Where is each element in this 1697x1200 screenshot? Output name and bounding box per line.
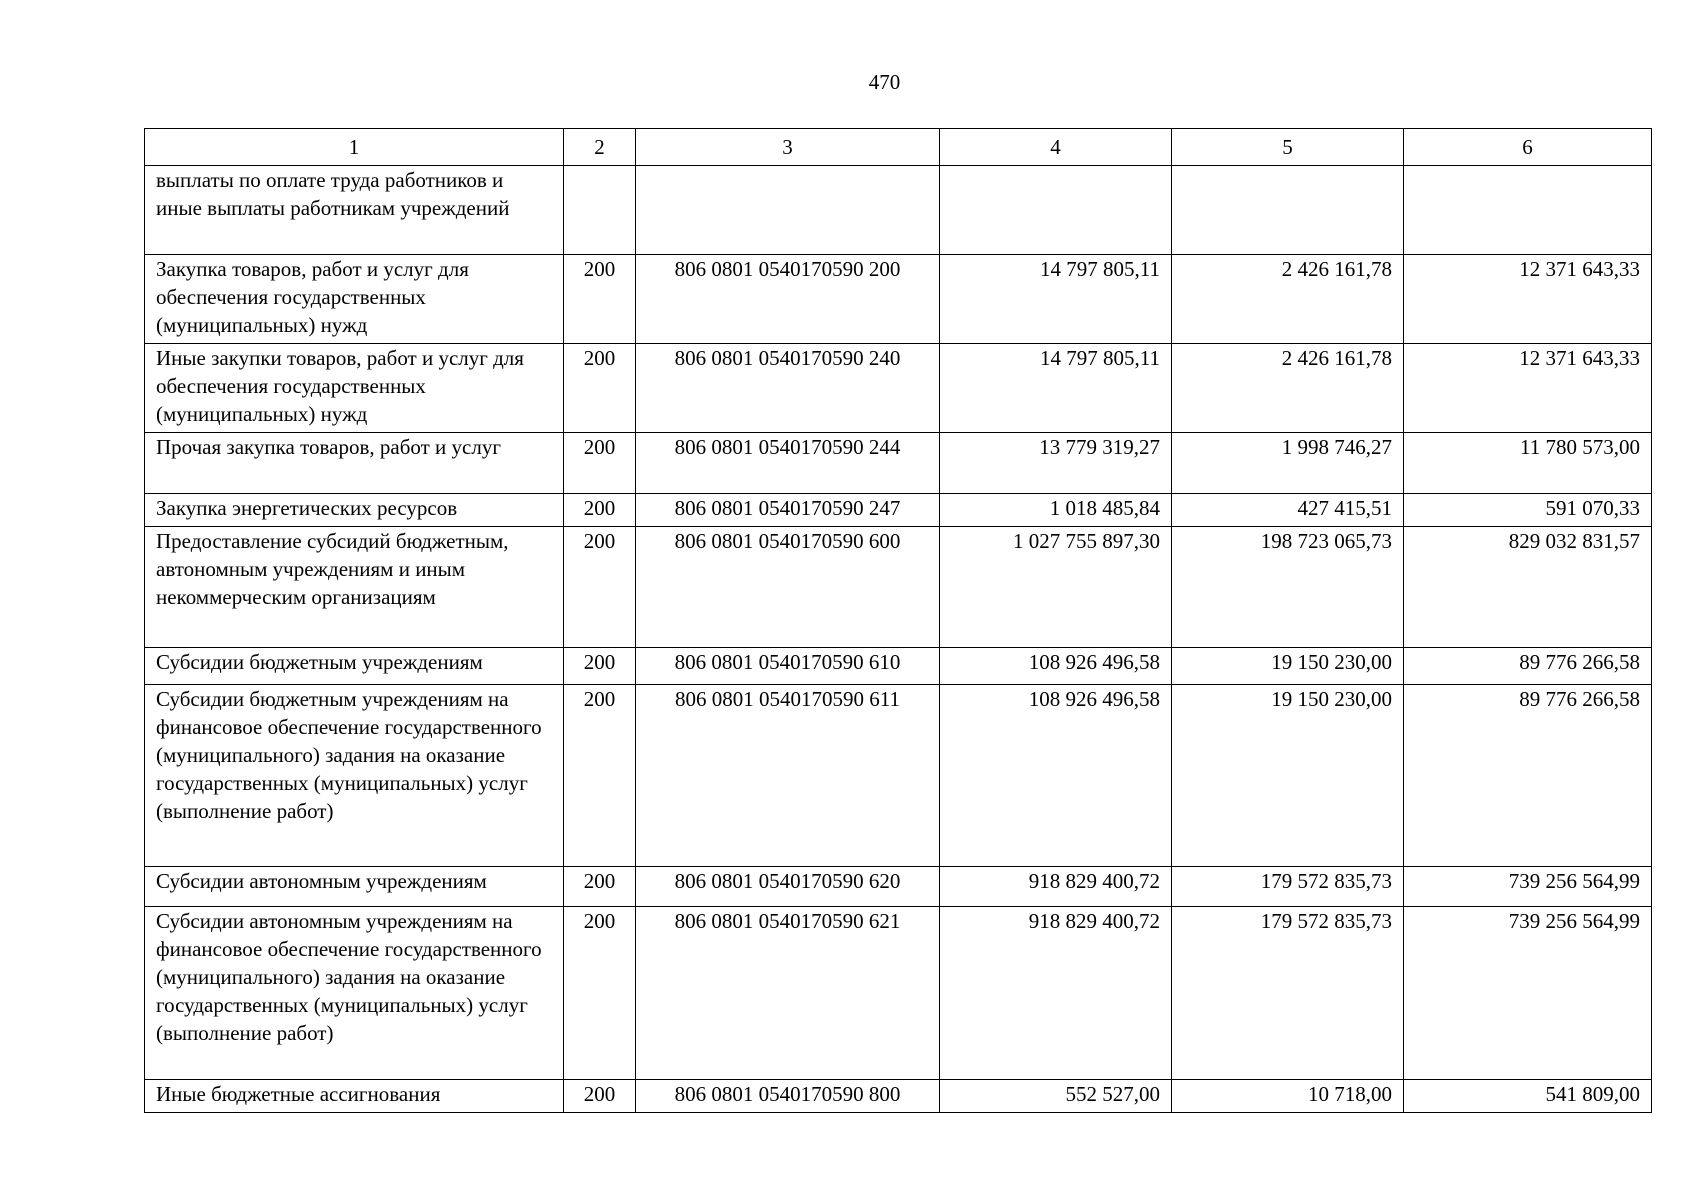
row-budget-code: 806 0801 0540170590 620 — [636, 867, 940, 907]
row-value-4: 14 797 805,11 — [940, 255, 1172, 344]
row-code-200: 200 — [564, 648, 636, 685]
row-budget-code: 806 0801 0540170590 244 — [636, 433, 940, 494]
header-col-1: 1 — [145, 129, 564, 166]
row-code-200: 200 — [564, 1080, 636, 1113]
row-value-5: 179 572 835,73 — [1172, 867, 1404, 907]
row-code-200: 200 — [564, 344, 636, 433]
row-value-6: 541 809,00 — [1404, 1080, 1652, 1113]
row-budget-code — [636, 166, 940, 255]
row-value-6: 12 371 643,33 — [1404, 344, 1652, 433]
row-code-200: 200 — [564, 255, 636, 344]
row-budget-code: 806 0801 0540170590 240 — [636, 344, 940, 433]
row-code-200: 200 — [564, 867, 636, 907]
row-budget-code: 806 0801 0540170590 621 — [636, 907, 940, 1080]
table-row — [145, 494, 1652, 527]
row-value-6: 89 776 266,58 — [1404, 648, 1652, 685]
row-value-4: 13 779 319,27 — [940, 433, 1172, 494]
row-value-4: 918 829 400,72 — [940, 867, 1172, 907]
row-code-200 — [564, 166, 636, 255]
row-name: Закупка энергетических ресурсов — [145, 494, 564, 527]
table-row — [145, 344, 1652, 433]
header-col-3: 3 — [636, 129, 940, 166]
header-col-5: 5 — [1172, 129, 1404, 166]
row-value-5: 10 718,00 — [1172, 1080, 1404, 1113]
row-budget-code: 806 0801 0540170590 247 — [636, 494, 940, 527]
table-body — [145, 166, 1652, 1113]
row-value-5: 19 150 230,00 — [1172, 685, 1404, 867]
row-value-6: 739 256 564,99 — [1404, 867, 1652, 907]
row-value-5: 179 572 835,73 — [1172, 907, 1404, 1080]
row-name: Субсидии бюджетным учреждениям на финансовое обеспечение государственного (муниципального) задания на оказание государственных (муниципальных) услуг (выполнение работ) — [145, 685, 564, 867]
row-name: Иные закупки товаров, работ и услуг для обеспечения государственных (муниципальных) нужд — [145, 344, 564, 433]
row-name: Субсидии бюджетным учреждениям — [145, 648, 564, 685]
row-name: Предоставление субсидий бюджетным, автономным учреждениям и иным некоммерческим организациям — [145, 527, 564, 648]
row-value-4: 108 926 496,58 — [940, 685, 1172, 867]
row-code-200: 200 — [564, 433, 636, 494]
row-budget-code: 806 0801 0540170590 200 — [636, 255, 940, 344]
row-value-5: 427 415,51 — [1172, 494, 1404, 527]
row-value-6: 739 256 564,99 — [1404, 907, 1652, 1080]
row-code-200: 200 — [564, 494, 636, 527]
page-number: 470 — [868, 70, 901, 94]
header-col-2: 2 — [564, 129, 636, 166]
row-value-4: 552 527,00 — [940, 1080, 1172, 1113]
table-header — [145, 129, 1652, 166]
table-row — [145, 166, 1652, 255]
row-value-5: 2 426 161,78 — [1172, 255, 1404, 344]
table-row — [145, 867, 1652, 907]
row-value-4: 918 829 400,72 — [940, 907, 1172, 1080]
header-col-6: 6 — [1404, 129, 1652, 166]
row-value-5: 19 150 230,00 — [1172, 648, 1404, 685]
row-value-6: 89 776 266,58 — [1404, 685, 1652, 867]
row-value-5 — [1172, 166, 1404, 255]
row-budget-code: 806 0801 0540170590 611 — [636, 685, 940, 867]
row-budget-code: 806 0801 0540170590 800 — [636, 1080, 940, 1113]
row-code-200: 200 — [564, 907, 636, 1080]
row-budget-code: 806 0801 0540170590 600 — [636, 527, 940, 648]
row-code-200: 200 — [564, 527, 636, 648]
row-value-4 — [940, 166, 1172, 255]
row-name: Субсидии автономным учреждениям — [145, 867, 564, 907]
row-name: Субсидии автономным учреждениям на финансовое обеспечение государственного (муниципального) задания на оказание государственных (муниципальных) услуг (выполнение работ) — [145, 907, 564, 1080]
row-budget-code: 806 0801 0540170590 610 — [636, 648, 940, 685]
table-row — [145, 685, 1652, 867]
row-value-5: 198 723 065,73 — [1172, 527, 1404, 648]
row-value-6 — [1404, 166, 1652, 255]
row-code-200: 200 — [564, 685, 636, 867]
table-row — [145, 433, 1652, 494]
row-value-6: 591 070,33 — [1404, 494, 1652, 527]
row-value-4: 1 018 485,84 — [940, 494, 1172, 527]
row-name: выплаты по оплате труда работников и иные выплаты работникам учреждений — [145, 166, 564, 255]
table-row — [145, 648, 1652, 685]
row-name: Иные бюджетные ассигнования — [145, 1080, 564, 1113]
header-row — [145, 129, 1652, 166]
row-value-4: 1 027 755 897,30 — [940, 527, 1172, 648]
header-col-4: 4 — [940, 129, 1172, 166]
row-value-6: 12 371 643,33 — [1404, 255, 1652, 344]
row-name: Прочая закупка товаров, работ и услуг — [145, 433, 564, 494]
table-row — [145, 1080, 1652, 1113]
row-value-6: 829 032 831,57 — [1404, 527, 1652, 648]
budget-table — [144, 128, 1652, 1113]
row-value-6: 11 780 573,00 — [1404, 433, 1652, 494]
row-name: Закупка товаров, работ и услуг для обеспечения государственных (муниципальных) нужд — [145, 255, 564, 344]
row-value-4: 108 926 496,58 — [940, 648, 1172, 685]
table-row — [145, 255, 1652, 344]
row-value-5: 1 998 746,27 — [1172, 433, 1404, 494]
table-row — [145, 527, 1652, 648]
table-row — [145, 907, 1652, 1080]
row-value-4: 14 797 805,11 — [940, 344, 1172, 433]
row-value-5: 2 426 161,78 — [1172, 344, 1404, 433]
